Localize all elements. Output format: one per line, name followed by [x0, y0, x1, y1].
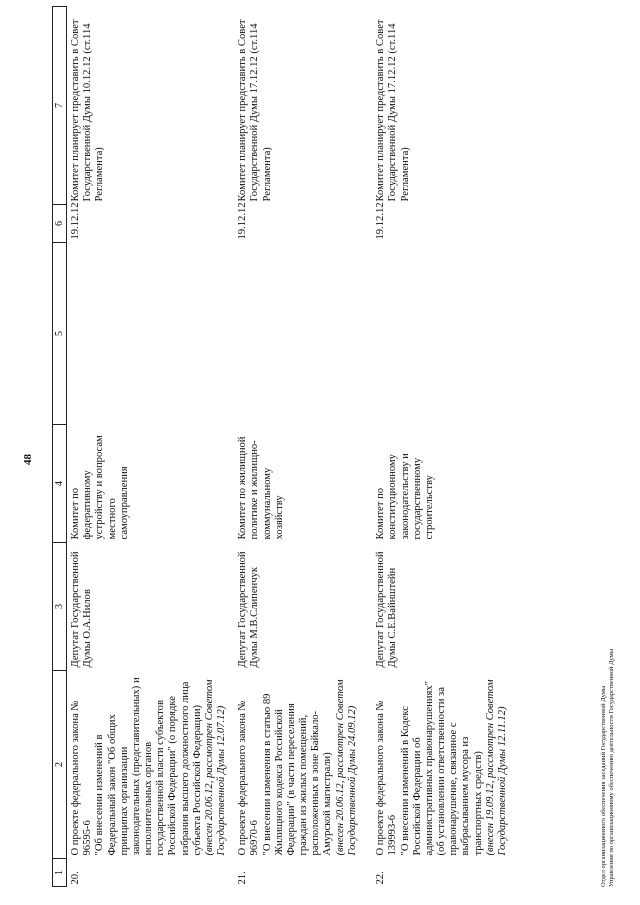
column-header: 4 — [53, 425, 67, 543]
bill-title: О проекте федерального закона № 96970-6 — [237, 700, 261, 856]
column-header: 6 — [53, 205, 67, 243]
date-cell: 19.12.12 — [237, 202, 249, 240]
date-cell: 19.12.12 — [70, 202, 81, 240]
column-5-cell — [67, 243, 235, 425]
row-number: 21. — [237, 871, 249, 885]
author-cell: Депутат Государственной Думы М.В.Слипенчук — [237, 551, 261, 668]
row-number: 20. — [70, 871, 81, 885]
footer-line: Управления по организационному обеспечению деятельности Государственной Думы — [608, 648, 616, 887]
plan-cell: Комитет планирует представить в Совет Государственной Думы 10.12.12 (ст.114 Регламента) — [70, 19, 106, 202]
author-cell: Депутат Государственной Думы С.Е.Вайнштейн — [375, 551, 399, 668]
date-cell: 19.12.12 — [375, 202, 387, 240]
committee-cell: Комитет по федеративному устройству и вопросам местного самоуправления — [70, 435, 130, 540]
column-header: 7 — [53, 7, 67, 205]
committee-cell: Комитет по конституционному законодательству и государственному строительству — [375, 453, 435, 540]
header-row — [53, 7, 67, 887]
bill-note: (внесен 19.09.12, рассмотрен Советом Государственной Думы 12.11.12) — [484, 679, 508, 856]
bill-description: "Об внесении изменений в Федеральный закон "Об общих принципах организации законодательных (представительных) и исполнительных органов государственной власти субъектов Российской Федерации" (о порядке избрания высшего должностного лица субъекта Российской Федерации) — [94, 677, 203, 856]
table-row — [67, 7, 235, 887]
page-number: 48 — [22, 454, 34, 465]
bill-note: (внесен 20.06.12, рассмотрен Советом Государственной Думы 12.07.12) — [203, 679, 228, 856]
bill-description: "О внесении изменения в статью 89 Жилищного кодекса Российской Федерации" (в части переселения граждан из жилых помещений, расположенных в зоне Байкало-Амурской магистрали) — [261, 693, 334, 856]
bill-title: О проекте федерального закона № 96595-6 — [70, 700, 94, 856]
bills-table — [52, 6, 542, 887]
bill-description: "О внесении изменений в Кодекс Российской Федерации об административных правонарушениях" (об установлении ответственности за правонарушение, связанное с выбрасыванием мусора из транспортных средств) — [399, 681, 484, 856]
column-header: 5 — [53, 243, 67, 425]
column-5-cell — [234, 243, 372, 425]
committee-cell: Комитет по жилищной политике и жилищно-коммунальному хозяйству — [237, 436, 285, 540]
column-header: 3 — [53, 543, 67, 671]
bill-title: О проекте федерального закона № 139993-6 — [375, 700, 399, 856]
plan-cell: Комитет планирует представить в Совет Государственной Думы 17.12.12 (ст.114 Регламента) — [375, 19, 411, 202]
row-number: 22. — [375, 871, 387, 885]
bill-note: (внесен 20.06.12, рассмотрен Советом Государственной Думы 24.09.12) — [334, 679, 358, 856]
column-header: 1 — [53, 859, 67, 887]
column-5-cell — [372, 243, 542, 425]
table-row — [372, 7, 542, 887]
bill-cell — [372, 671, 542, 859]
footer-line: Отдел организационного обеспечения заседаний Государственной Думы — [600, 685, 607, 887]
footer — [600, 649, 616, 887]
bill-cell — [67, 671, 235, 859]
plan-cell: Комитет планирует представить в Совет Государственной Думы 17.12.12 (ст.114 Регламента) — [237, 19, 273, 202]
author-cell: Депутат Государственной Думы О.А.Нилов — [70, 551, 94, 668]
column-header: 2 — [53, 671, 67, 859]
bill-cell — [234, 671, 372, 859]
table-row — [234, 7, 372, 887]
